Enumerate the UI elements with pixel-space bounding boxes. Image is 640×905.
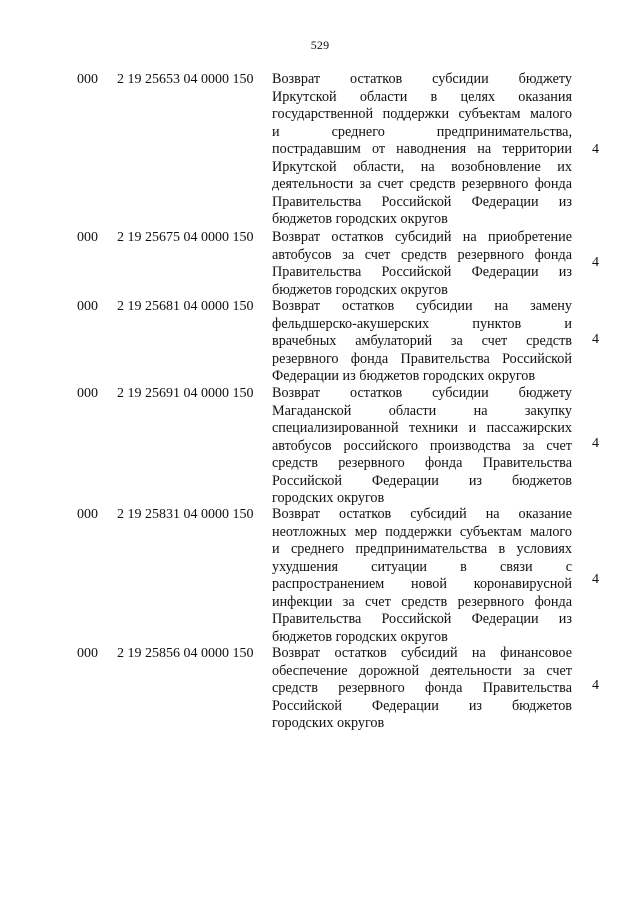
- admin-code: 000: [77, 299, 98, 314]
- description-line: Иркутской области в целях оказания: [272, 88, 572, 105]
- amount-value: 4: [592, 332, 599, 347]
- description-line: фельдшерско-акушерских пунктов и: [272, 315, 572, 332]
- description: [272, 71, 572, 229]
- description-line: инфекции за счет средств резервного фонда: [272, 593, 572, 610]
- amount-value: 4: [592, 436, 599, 451]
- admin-code: 000: [77, 230, 98, 245]
- description-line: ухудшения ситуации в связи с: [272, 558, 572, 575]
- description-line: Возврат остатков субсидий на приобретение: [272, 229, 572, 245]
- admin-code: 000: [77, 72, 98, 87]
- description-line: Возврат остатков субсидий на оказание: [272, 506, 572, 522]
- description-line: Возврат остатков субсидии бюджету: [272, 71, 572, 87]
- description-line: обеспечение дорожной деятельности за счет: [272, 662, 572, 679]
- description-line: Правительства Российской Федерации из: [272, 264, 572, 280]
- description-line: Иркутской области, на возобновление их: [272, 158, 572, 175]
- description-line: Федерации из бюджетов городских округов: [272, 368, 536, 384]
- description-line: Возврат остатков субсидии на замену: [272, 298, 572, 314]
- admin-code: 000: [77, 507, 98, 522]
- description-line: деятельности за счет средств резервного фонда: [272, 176, 572, 192]
- description-line: Магаданской области на закупку: [272, 402, 572, 419]
- description: [272, 385, 572, 508]
- description-line: государственной поддержки субъектам малого: [272, 106, 572, 122]
- amount-value: 4: [592, 572, 599, 587]
- amount-value: 4: [592, 678, 599, 693]
- description-line: средств резервного фонда Правительства: [272, 680, 572, 696]
- description: [272, 645, 572, 733]
- description-line: Возврат остатков субсидий на финансовое: [272, 645, 572, 661]
- classification-code: 2 19 25691 04 0000 150: [117, 386, 254, 401]
- description-line: автобусов российского производства за счет: [272, 437, 572, 454]
- classification-code: 2 19 25675 04 0000 150: [117, 230, 254, 245]
- description-line: распространением новой коронавирусной: [272, 576, 572, 592]
- description-line: пострадавшим от наводнения на территории: [272, 141, 572, 157]
- description-line: городских округов: [272, 715, 385, 731]
- amount-value: 4: [592, 255, 599, 270]
- description-line: Правительства Российской Федерации из: [272, 193, 572, 210]
- description-line: Возврат остатков субсидии бюджету: [272, 385, 572, 401]
- description-line: и среднего предпринимательства в условиях: [272, 541, 572, 557]
- page-number: 529: [310, 38, 330, 52]
- classification-code: 2 19 25681 04 0000 150: [117, 299, 254, 314]
- classification-code: 2 19 25831 04 0000 150: [117, 507, 254, 522]
- description: [272, 298, 572, 386]
- admin-code: 000: [77, 646, 98, 661]
- admin-code: 000: [77, 386, 98, 401]
- description-line: бюджетов городских округов: [272, 628, 448, 645]
- description-line: бюджетов городских округов: [272, 211, 448, 227]
- description-line: Правительства Российской Федерации из: [272, 611, 572, 627]
- description: [272, 506, 572, 646]
- description-line: Российской Федерации из бюджетов: [272, 697, 572, 714]
- description: [272, 229, 572, 299]
- description-line: Российской Федерации из бюджетов: [272, 472, 572, 489]
- description-line: специализированной техники и пассажирских: [272, 420, 572, 436]
- description-line: резервного фонда Правительства Российской: [272, 350, 572, 367]
- description-line: городских округов: [272, 490, 385, 506]
- description-line: и среднего предпринимательства,: [272, 123, 572, 140]
- description-line: бюджетов городских округов: [272, 281, 448, 298]
- description-line: автобусов за счет средств резервного фонда: [272, 246, 572, 263]
- description-line: врачебных амбулаторий за счет средств: [272, 333, 572, 349]
- classification-code: 2 19 25653 04 0000 150: [117, 72, 254, 87]
- classification-code: 2 19 25856 04 0000 150: [117, 646, 254, 661]
- description-line: средств резервного фонда Правительства: [272, 455, 572, 471]
- description-line: неотложных мер поддержки субъектам малого: [272, 523, 572, 540]
- amount-value: 4: [592, 142, 599, 157]
